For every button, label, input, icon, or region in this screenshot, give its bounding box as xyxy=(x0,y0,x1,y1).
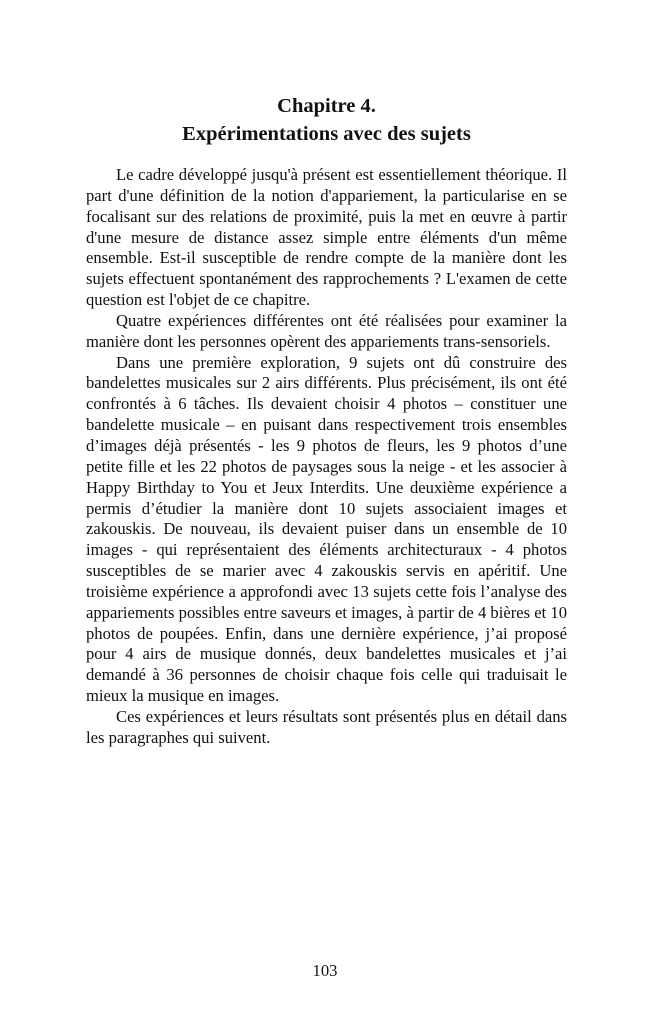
paragraph-intro: Le cadre développé jusqu'à présent est essentiellement théorique. Il part d'une définition de la notion d'appariement, la particularise en se focalisant sur des relations de proximité, puis la met en œuvre à partir d'une mesure de distance assez simple entre éléments d'un même ensemble. Est-il susceptible de rendre compte de la manière dont les sujets effectuent spontanément des rapprochements ? L'examen de cette question est l'objet de ce chapitre. xyxy=(86,165,567,310)
chapter-body xyxy=(86,165,567,749)
chapter-number: Chapitre 4. xyxy=(277,95,376,117)
paragraph-conclusion: Ces expériences et leurs résultats sont présentés plus en détail dans les paragraphes qui suivent. xyxy=(86,706,567,747)
page-number: 103 xyxy=(312,961,338,980)
paragraph-experiments-overview: Quatre expériences différentes ont été réalisées pour examiner la manière dont les personnes opèrent des appariements trans-sensoriels. xyxy=(86,310,567,351)
paragraph-experiments-detail: Dans une première exploration, 9 sujets ont dû construire des bandelettes musicales sur 2 airs différents. Plus précisément, ils ont été confrontés à 6 tâches. Ils devaient choisir 4 photos – constituer une bandelette musicale – en puisant dans respectivement trois ensembles d’images déjà présentés - les 9 photos de fleurs, les 9 photos d’une petite fille et les 22 photos de paysages sous la neige - et les associer à Happy Birthday to You et Jeux Interdits. Une deuxième expérience a permis d’étudier la manière dont 10 sujets associaient images et zakouskis. De nouveau, ils devaient puiser dans un ensemble de 10 images - qui représentaient des éléments architecturaux - 4 photos susceptibles de se marier avec 4 zakouskis servis en apéritif. Une troisième expérience a approfondi avec 13 sujets cette fois l’analyse des appariements possibles entre saveurs et images, à partir de 4 bières et 10 photos de poupées. Enfin, dans une dernière expérience, j’ai proposé pour 4 airs de musique donnés, deux bandelettes musicales et j’ai demandé à 36 personnes de choisir chaque fois celle qui traduisait le mieux la musique en images. xyxy=(86,352,567,706)
chapter-heading xyxy=(86,92,567,148)
chapter-title: Expérimentations avec des sujets xyxy=(182,123,471,145)
